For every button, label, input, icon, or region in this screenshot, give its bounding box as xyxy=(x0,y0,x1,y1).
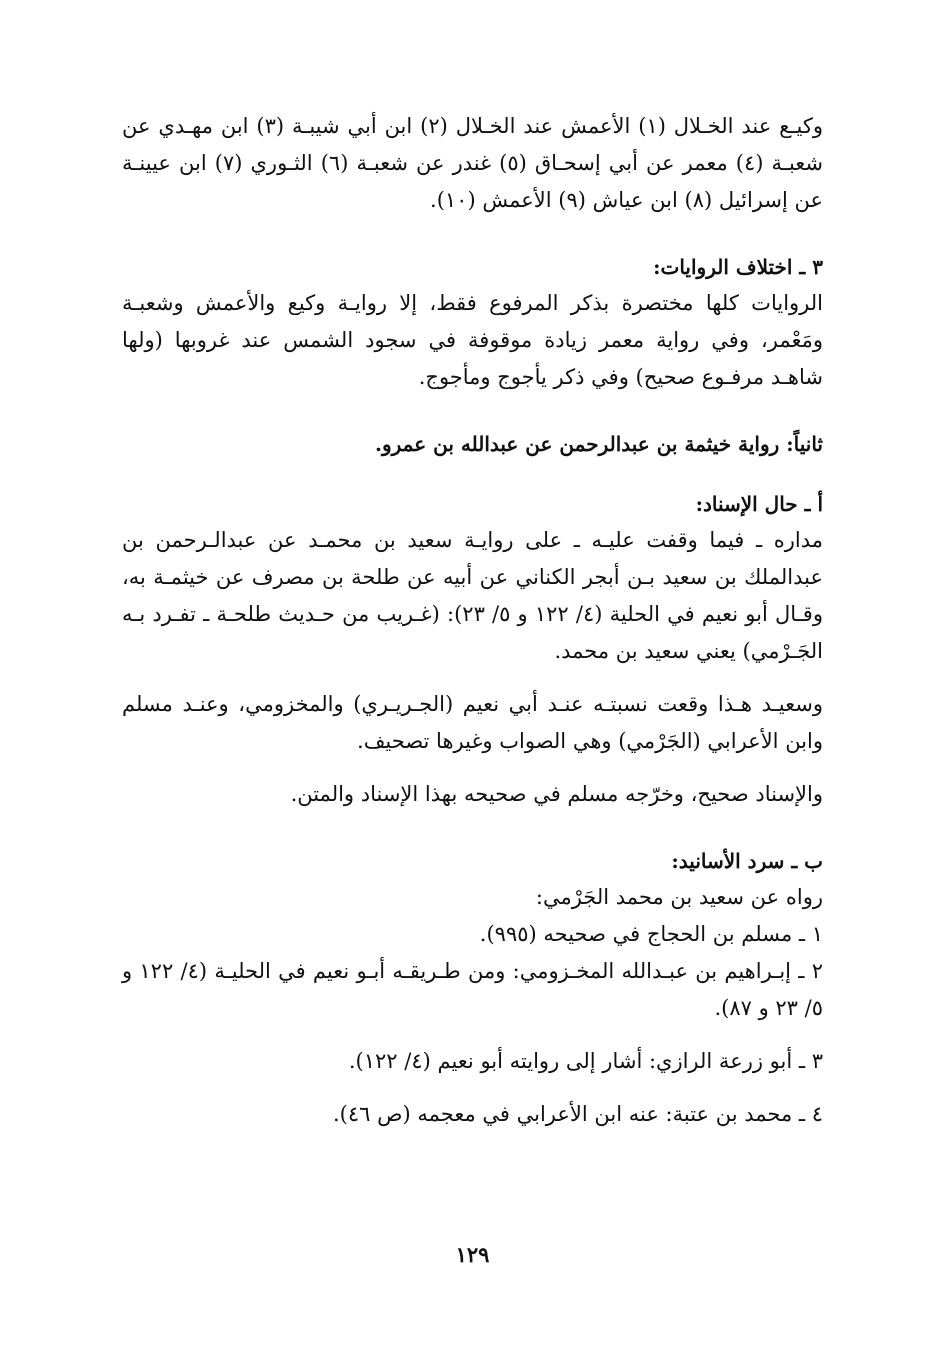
narrators-paragraph: وكيـع عند الخـلال (١) الأعمش عند الخـلال (٢) ابن أبي شيبـة (٣) ابن مهـدي عن شعبـة (٤) معمر عن أبي إسحـاق (٥) غندر عن شعبـة (٦) الثـوري (٧) ابن عيينـة عن إسرائيل (٨) ابن عياش (٩) الأعمش (١٠). xyxy=(122,114,824,212)
list-item: ٣ ـ أبو زرعة الرازي: أشار إلى روايته أبو نعيم (٤/ ١٢٢). xyxy=(348,1049,823,1073)
section-heading-second-narration: ثانياً: رواية خيثمة بن عبدالرحمن عن عبدالله بن عمرو. xyxy=(375,432,823,456)
subheading-isnad-status: أ ـ حال الإسناد: xyxy=(695,492,823,516)
chains-list xyxy=(122,916,823,1133)
list-item: ١ ـ مسلم بن الحجاج في صحيحه (٩٩٥). xyxy=(479,922,823,946)
verdict-paragraph: والإسناد صحيح، وخرّجه مسلم في صحيحه بهذا الإسناد والمتن. xyxy=(290,782,823,806)
list-item: ٤ ـ محمد بن عتبة: عنه ابن الأعرابي في معجمه (ص ٤٦). xyxy=(333,1102,823,1126)
page-number: ١٢٩ xyxy=(455,1242,490,1267)
section-heading-differences: ٣ ـ اختلاف الروايات: xyxy=(653,255,823,279)
attribution-paragraph: وسعيـد هـذا وقعت نسبتـه عنـد أبي نعيم (الجـريـري) والمخزومي، وعنـد مسلم وابن الأعرابي (الجَرْمي) وهي الصواب وغيرها تصحيف. xyxy=(122,692,823,753)
differences-paragraph: الروايات كلها مختصرة بذكر المرفوع فقط، إلا روايـة وكيع والأعمش وشعبـة ومَعْمر، وفي رواية معمر زيادة موقوفة في سجود الشمس عند غروبها (ولها شاهـد مرفـوع صحيح) وفي ذكر يأجوج ومأجوج. xyxy=(122,291,823,389)
list-item: ٢ ـ إبـراهيم بن عبـدالله المخـزومي: ومن طـريقـه أبـو نعيم في الحليـة (٤/ ١٢٢ و ٥/ ٢٣ و ٨٧). xyxy=(122,959,823,1020)
subheading-chains-list: ب ـ سرد الأسانيد: xyxy=(671,849,823,873)
chains-intro-line: رواه عن سعيد بن محمد الجَرْمي: xyxy=(535,885,823,909)
isnad-paragraph: مداره ـ فيما وقفت عليـه ـ على روايـة سعيد بن محمـد عن عبدالـرحمن بن عبدالملك بن سعيد بـن أبجر الكناني عن أبيه عن طلحة بن مصرف عن خيثمـة به، وقـال أبو نعيم في الحلية (٤/ ١٢٢ و ٥/ ٢٣): (غـريب من حـديث طلحـة ـ تفـرد بـه الجَـرْمي) يعني سعيد بن محمد. xyxy=(122,528,823,663)
